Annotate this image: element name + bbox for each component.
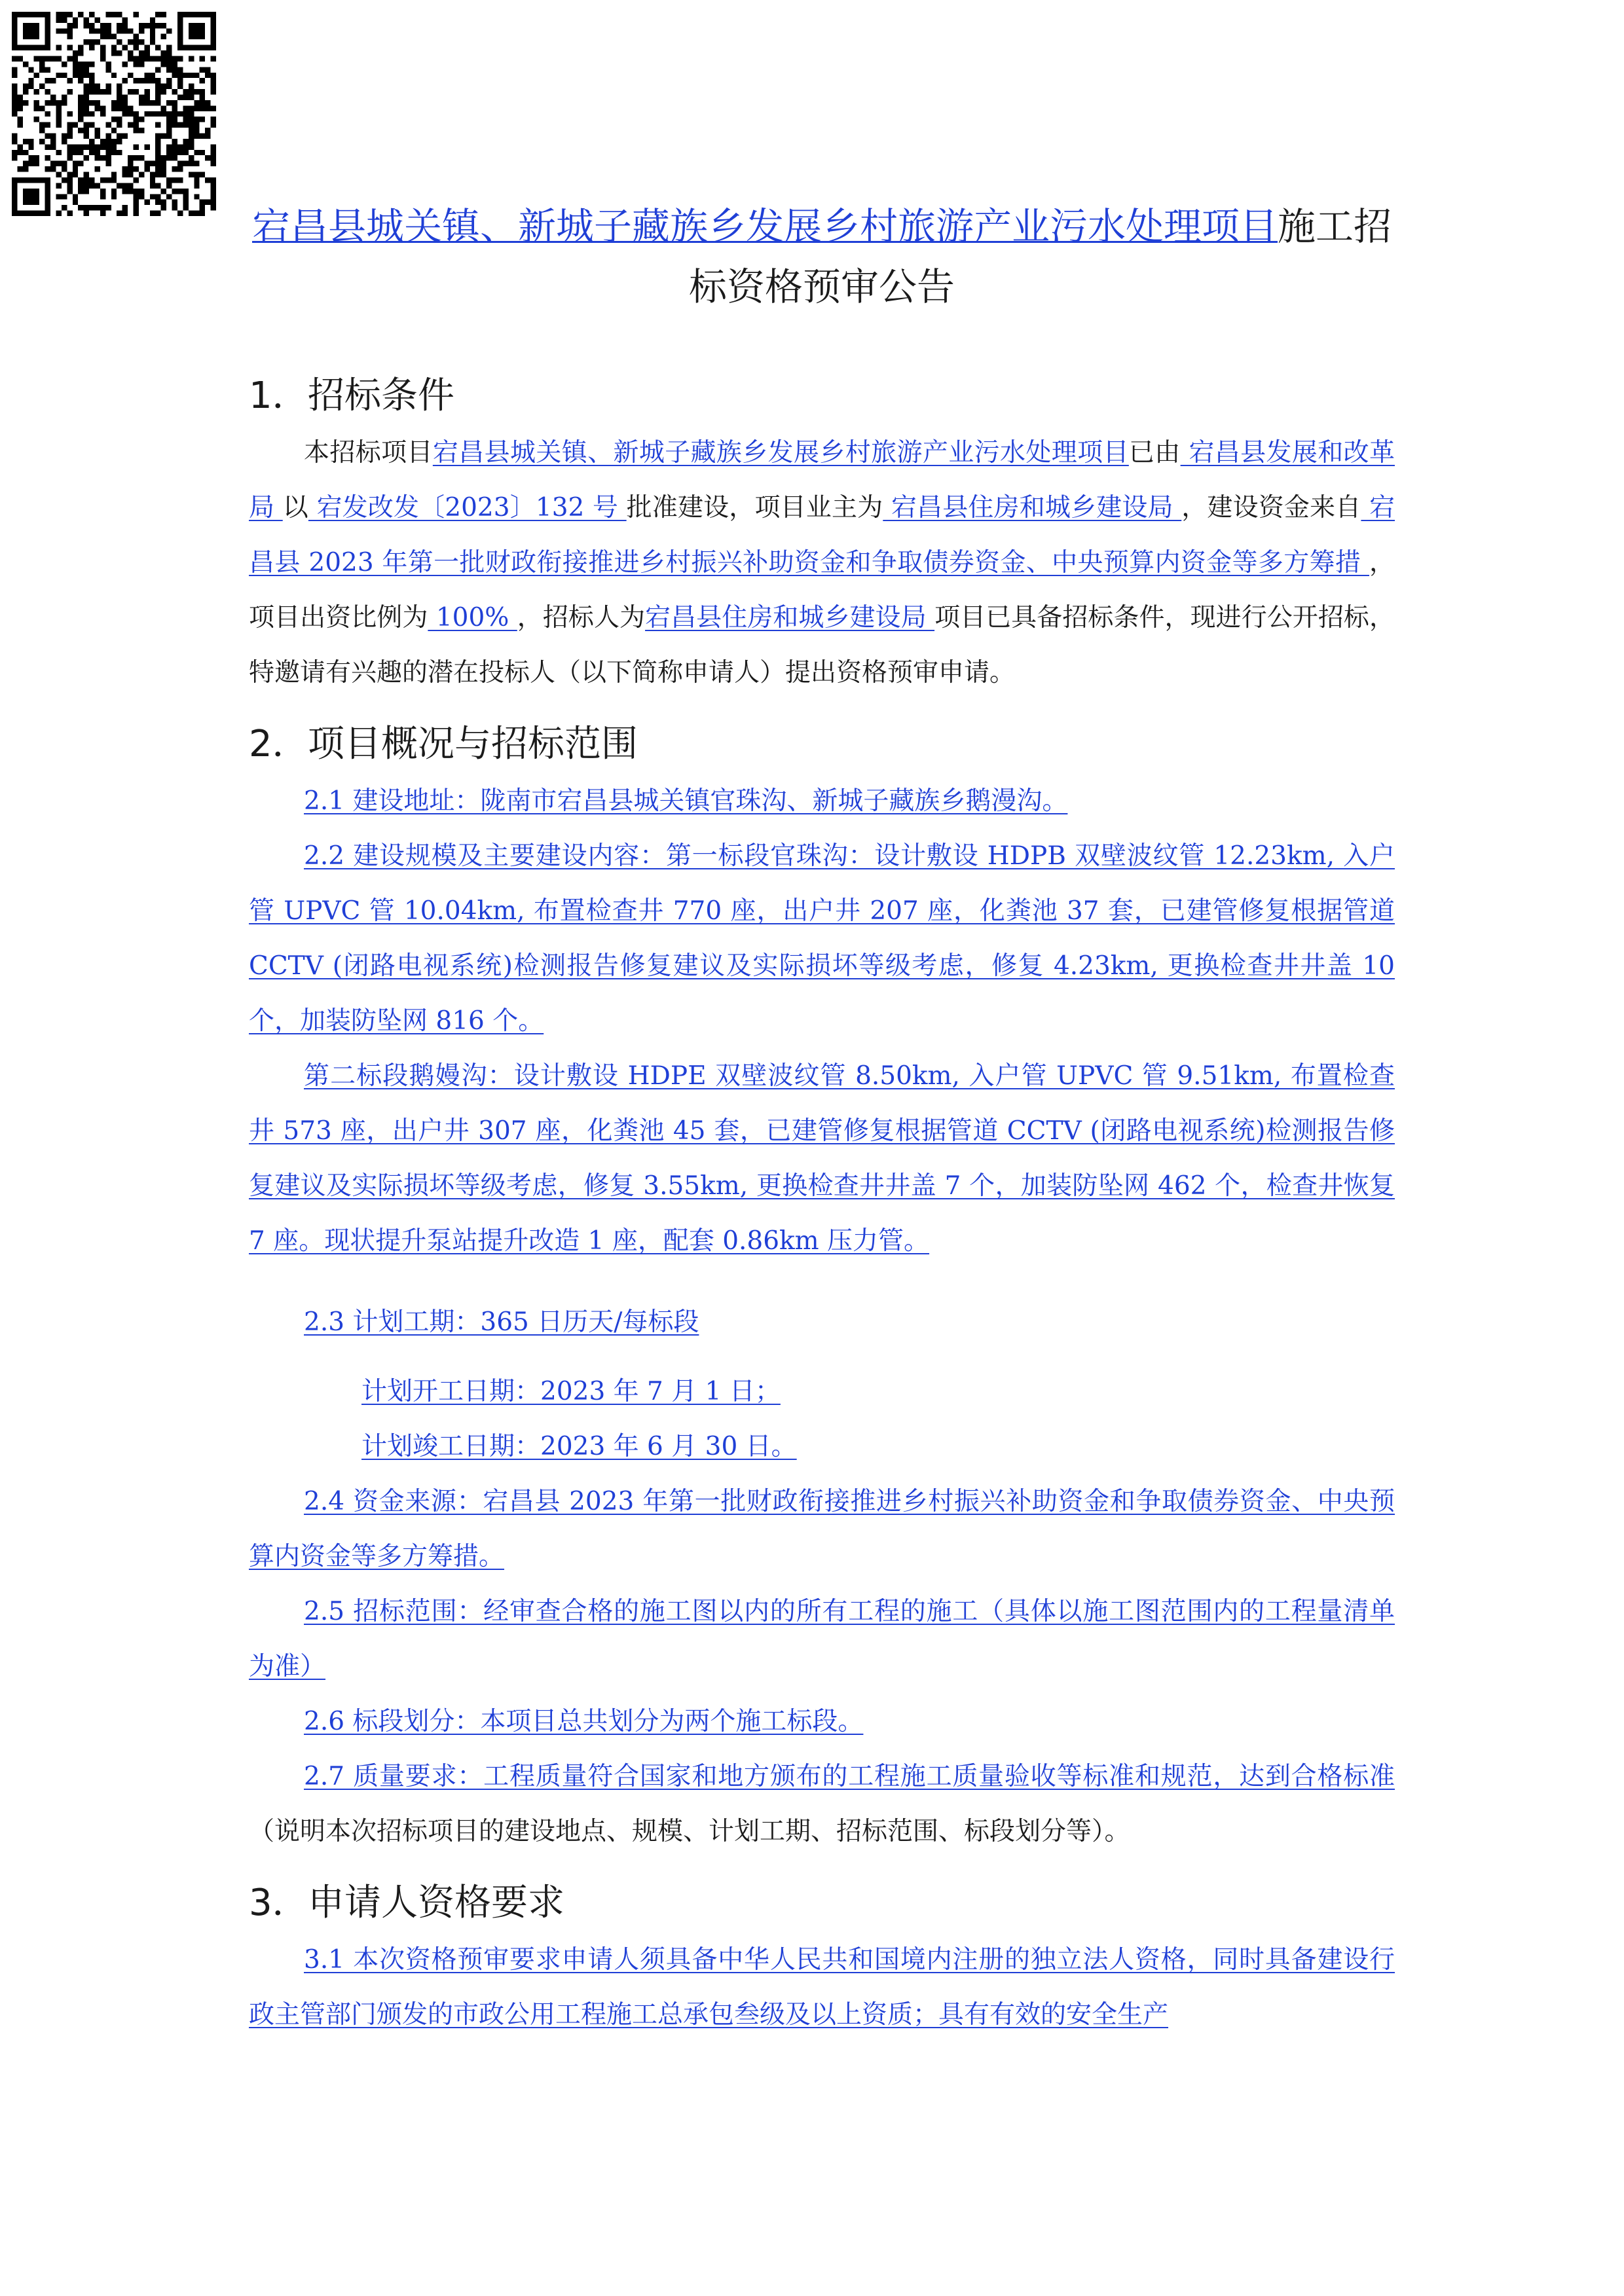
section-title: 招标条件 <box>308 374 454 417</box>
text-span: 批准建设，项目业主为 <box>626 493 883 522</box>
item-2-2 <box>249 829 1395 1049</box>
text-span: ，招标人为 <box>517 603 646 632</box>
item-2-3-start <box>249 1364 1395 1419</box>
section-heading-1 <box>249 367 1395 426</box>
item-link[interactable]: 2.6 标段划分：本项目总共划分为两个施工标段。 <box>304 1707 864 1736</box>
document-body <box>249 367 1395 2043</box>
item-2-6 <box>249 1694 1395 1749</box>
item-link[interactable]: 2.2 建设规模及主要建设内容：第一标段官珠沟：设计敷设 HDPB 双壁波纹管 12.23km, 入户 管 UPVC 管 10.04km, 布置检查井 770 座，出户井 207 座，化粪池 37 套，已建管修复根据管道 CCTV (闭路电视系统)检测报告修复建议及实际损坏等级考虑，修复 4.23km, 更换检查井井盖 10 个，加装防坠网 816 个。 <box>249 841 1395 1036</box>
text-span: 已由 <box>1128 438 1181 467</box>
item-link[interactable]: 3.1 本次资格预审要求申请人须具备中华人民共和国境内注册的独立法人资格，同时具备建设行政主管部门颁发的市政公用工程施工总承包叁级及以上资质；具有有效的安全生产 <box>249 1945 1395 2030</box>
text-span: 本招标项目 <box>304 438 433 467</box>
section-heading-2 <box>249 715 1395 774</box>
project-name-link[interactable]: 宕昌县城关镇、新城子藏族乡发展乡村旅游产业污水处理项目 <box>432 438 1129 467</box>
item-2-7 <box>249 1749 1395 1859</box>
section-number: 3． <box>249 1882 309 1924</box>
item-link[interactable]: 2.4 资金来源：宕昌县 2023 年第一批财政衔接推进乡村振兴补助资金和争取债券资金、中央预算内资金等多方筹措。 <box>249 1487 1395 1571</box>
approver-field[interactable]: 宕昌县发展和改革局 <box>249 438 1395 522</box>
document-title <box>249 196 1395 317</box>
section-number: 1． <box>249 374 309 417</box>
title-project-link[interactable]: 宕昌县城关镇、新城子藏族乡发展乡村旅游产业污水处理项目 <box>251 204 1278 249</box>
qr-code <box>12 12 216 216</box>
item-link[interactable]: 2.5 招标范围：经审查合格的施工图以内的所有工程的施工（具体以施工图范围内的工程量清单为准） <box>249 1597 1395 1681</box>
text-span: 以 <box>282 493 308 522</box>
text-span: ，项目出资比例为 <box>249 548 1395 632</box>
item-3-1 <box>249 1933 1395 2043</box>
section-number: 2． <box>249 723 309 765</box>
section-title: 项目概况与招标范围 <box>308 723 638 765</box>
item-link[interactable]: 计划竣工日期：2023 年 6 月 30 日。 <box>361 1432 797 1461</box>
tenderer-field[interactable]: 宕昌县住房和城乡建设局 <box>645 603 935 632</box>
title-suffix: 施工招标资格预审公告 <box>688 204 1392 309</box>
item-link[interactable]: 2.7 质量要求：工程质量符合国家和地方颁布的工程施工质量验收等标准和规范，达到合格标准 <box>304 1762 1395 1791</box>
text-span: ，建设资金来自 <box>1181 493 1361 522</box>
item-2-1 <box>249 774 1395 829</box>
section-title: 申请人资格要求 <box>308 1882 564 1924</box>
item-2-2-lot2 <box>249 1049 1395 1269</box>
item-2-3-end <box>249 1419 1395 1474</box>
item-2-3 <box>249 1295 1395 1350</box>
funding-ratio-field[interactable]: 100% <box>428 603 517 632</box>
section-heading-3 <box>249 1874 1395 1933</box>
funds-field[interactable]: 宕昌县 2023 年第一批财政衔接推进乡村振兴补助资金和争取债券资金、中央预算内资金等多方筹措 <box>249 493 1395 577</box>
item-link[interactable]: 2.3 计划工期：365 日历天/每标段 <box>304 1307 699 1337</box>
item-2-5 <box>249 1584 1395 1694</box>
item-2-4 <box>249 1474 1395 1584</box>
item-link[interactable]: 第二标段鹅嫚沟：设计敷设 HDPE 双壁波纹管 8.50km, 入户管 UPVC 管 9.51km, 布置检查井 573 座，出户井 307 座，化粪池 45 套，已建管修复根据管道 CCTV (闭路电视系统)检测报告修 复建议及实际损坏等级考虑，修复 3.55km, 更换检查井井盖 7 个，加装防坠网 462 个，检查井恢复 7 座。现状提升泵站提升改造 1 座，配套 0.86km 压力管。 <box>249 1061 1395 1256</box>
text-span: 项目已具备招标条件，现进行公开招标，特邀请有兴趣的潜在投标人（以下简称申请人）提出资格预审申请。 <box>249 603 1395 687</box>
item-note: （说明本次招标项目的建设地点、规模、计划工期、招标范围、标段划分等）。 <box>249 1817 1130 1846</box>
owner-field[interactable]: 宕昌县住房和城乡建设局 <box>883 493 1182 522</box>
approval-docno-field[interactable]: 宕发改发〔2023〕132 号 <box>308 493 627 522</box>
section-1-paragraph <box>249 426 1395 701</box>
item-link[interactable]: 2.1 建设地址：陇南市宕昌县城关镇官珠沟、新城子藏族乡鹅漫沟。 <box>304 786 1068 816</box>
item-link[interactable]: 计划开工日期：2023 年 7 月 1 日； <box>361 1377 781 1406</box>
